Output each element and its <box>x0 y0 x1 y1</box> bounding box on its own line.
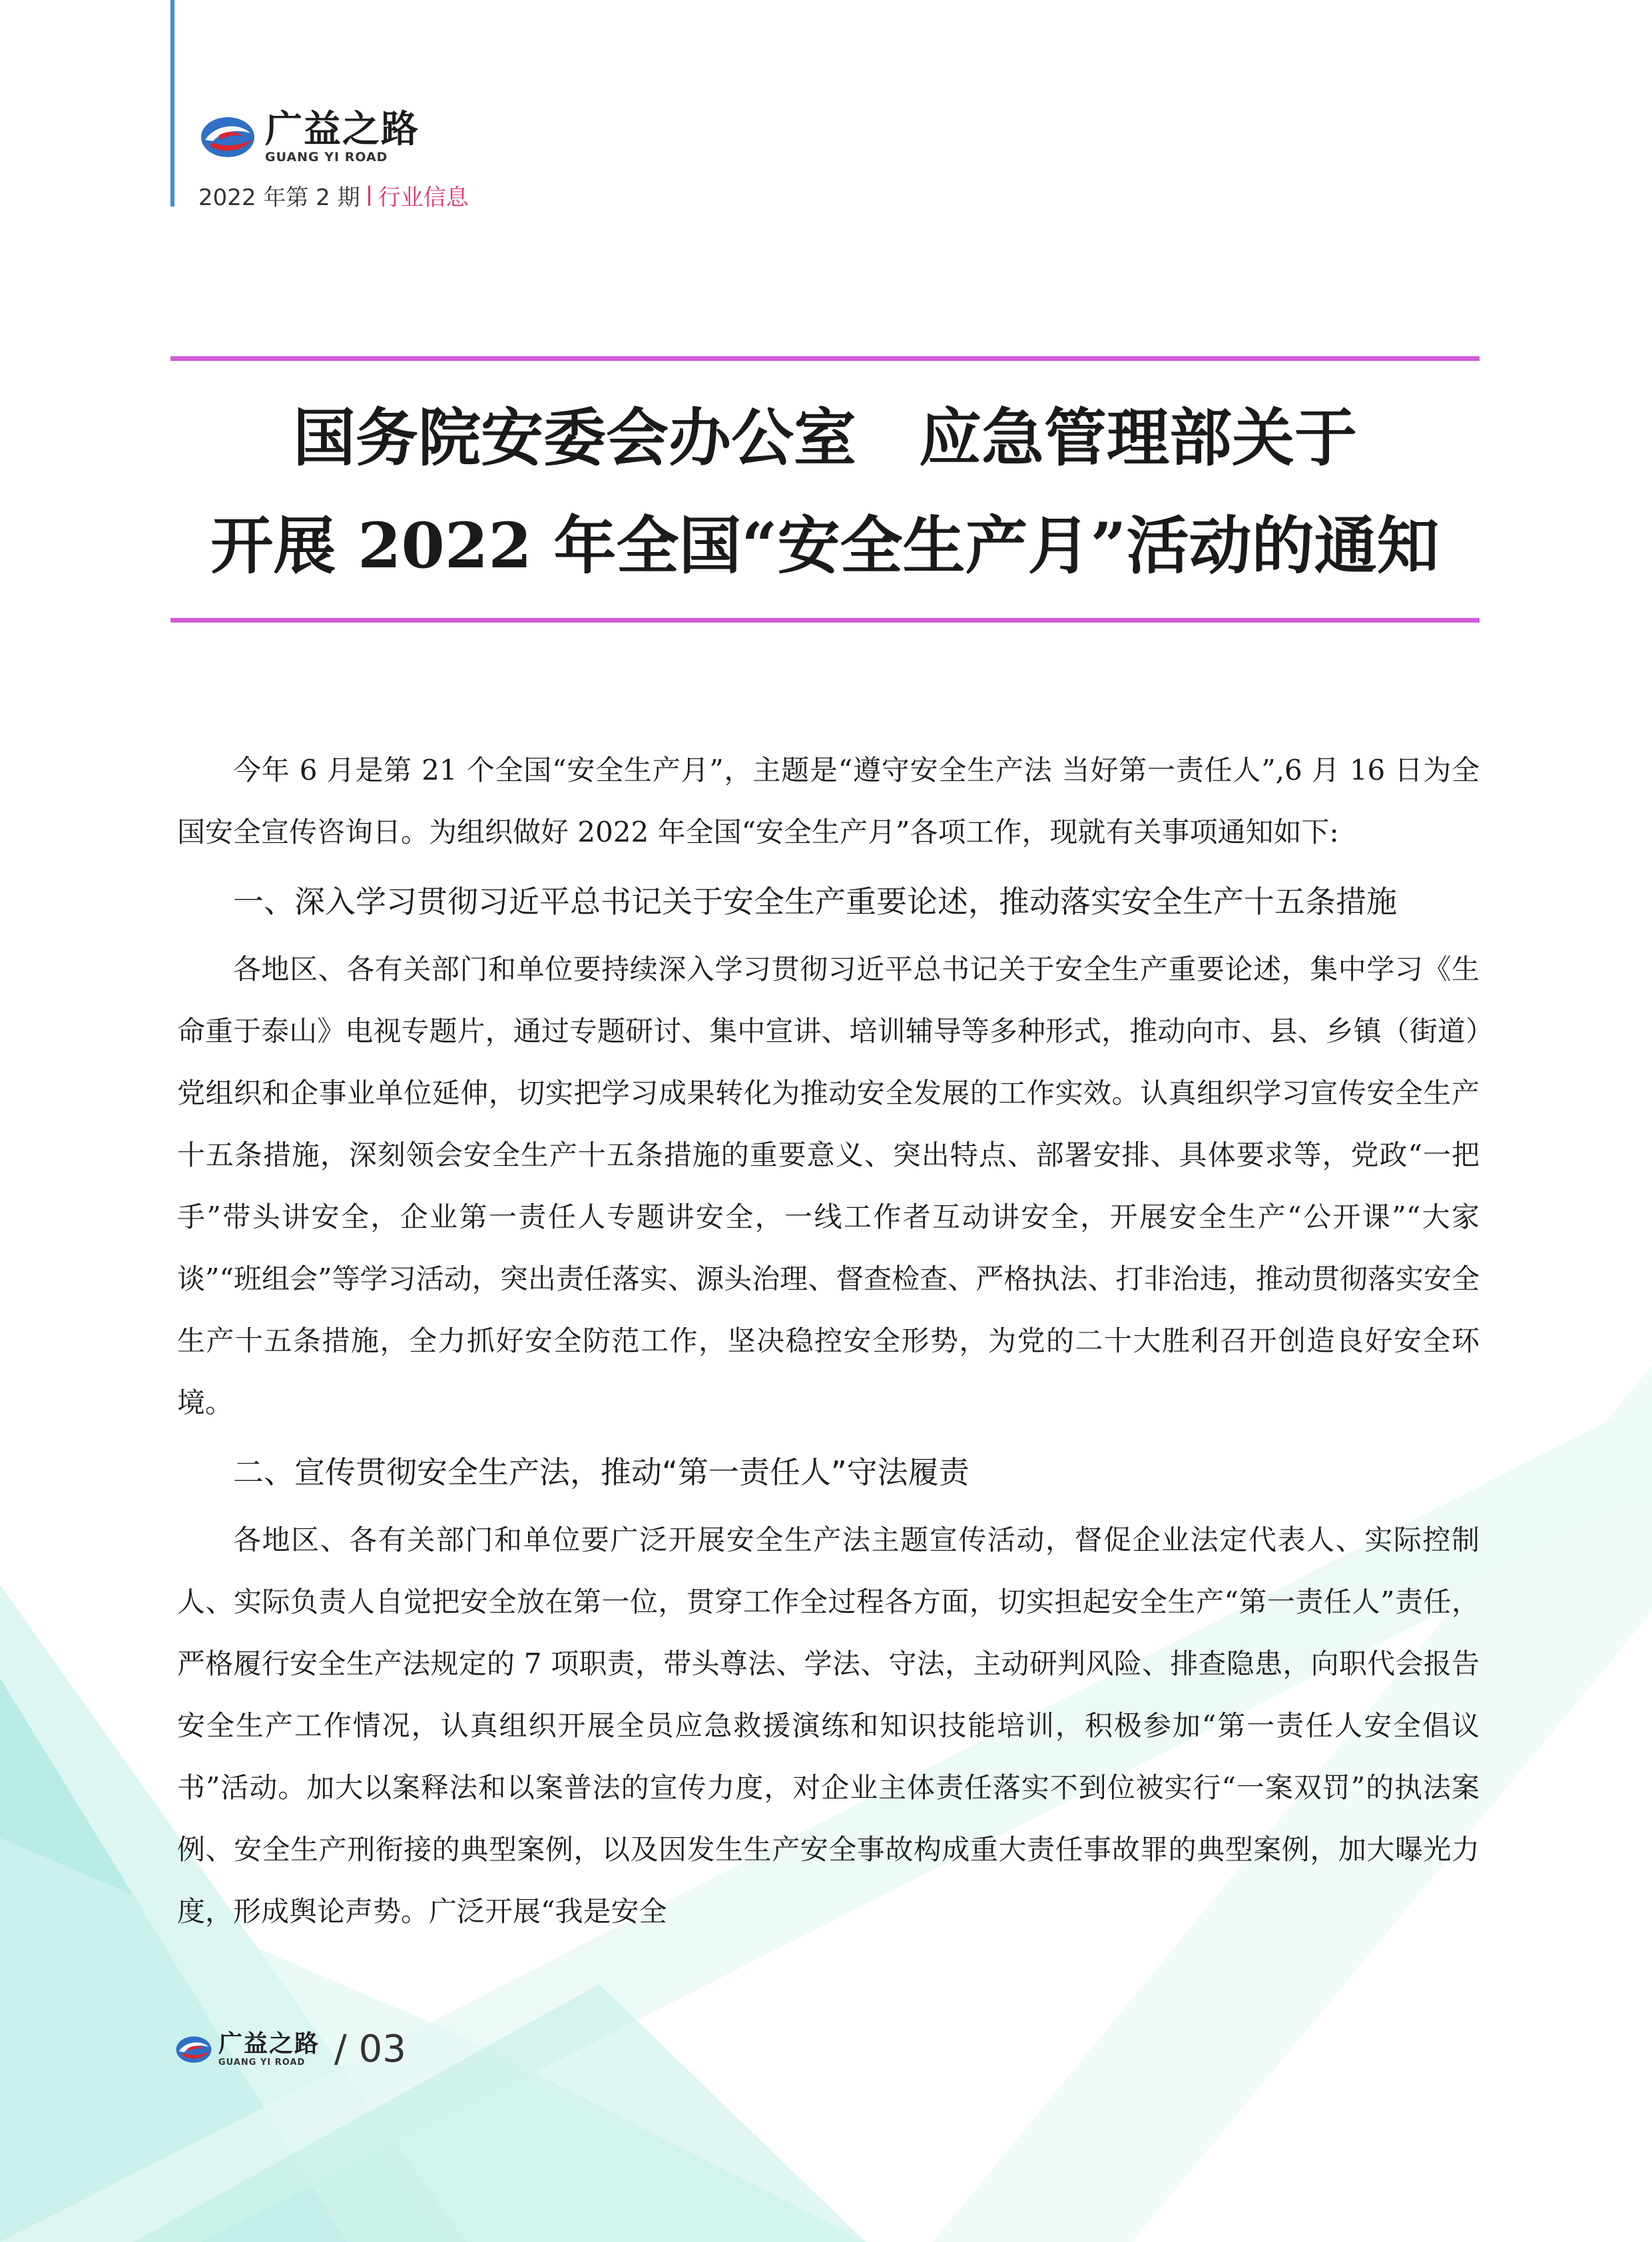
title-rule-top <box>170 356 1480 361</box>
section-heading-1: 一、深入学习贯彻习近平总书记关于安全生产重要论述，推动落实安全生产十五条措施 <box>233 884 1397 920</box>
brand-name-cn: 广益之路 <box>265 108 419 151</box>
footer-brand-cn: 广益之路 <box>218 2030 320 2058</box>
article-body <box>177 739 1480 1942</box>
brand-name-en: GUANG YI ROAD <box>265 150 388 164</box>
intro-paragraph: 今年 6 月是第 21 个全国“安全生产月”，主题是“遵守安全生产法 当好第一责任人”,6 月 16 日为全国安全宣传咨询日。为组织做好 2022 年全国“安全生产月”各项工作，现就有关事项通知如下: <box>177 754 1480 848</box>
page-footer <box>174 2028 406 2071</box>
issue-info <box>198 179 469 212</box>
masthead <box>198 110 469 212</box>
page-number: / 03 <box>334 2028 406 2071</box>
article-title-line-1: 国务院安委会办公室 应急管理部关于 <box>292 402 1357 475</box>
section-1-paragraph: 各地区、各有关部门和单位要持续深入学习贯彻习近平总书记关于安全生产重要论述，集中学习《生命重于泰山》电视专题片，通过专题研讨、集中宣讲、培训辅导等多种形式，推动向市、县、乡镇（街道）党组织和企事业单位延伸，切实把学习成果转化为推动安全发展的工作实效。认真组织学习宣传安全生产十五条措施，深刻领会安全生产十五条措施的重要意义、突出特点、部署安排、具体要求等，党政“一把手”带头讲安全，企业第一责任人专题讲安全，一线工作者互动讲安全，开展安全生产“公开课”“大家谈”“班组会”等学习活动，突出责任落实、源头治理、督查检查、严格执法、打非治违，推动贯彻落实安全生产十五条措施，全力抓好安全防范工作，坚决稳控安全形势，为党的二十大胜利召开创造良好安全环境。 <box>177 953 1480 1419</box>
guangyi-logo-icon-small <box>174 2032 213 2068</box>
issue-number: 2022 年第 2 期 <box>198 184 360 211</box>
guangyi-logo-icon <box>198 111 257 164</box>
section-2-paragraph: 各地区、各有关部门和单位要广泛开展安全生产法主题宣传活动，督促企业法定代表人、实际控制人、实际负责人自觉把安全放在第一位，贯穿工作全过程各方面，切实担起安全生产“第一责任人”责任，严格履行安全生产法规定的 7 项职责，带头尊法、学法、守法，主动研判风险、排查隐患，向职代会报告安全生产工作情况，认真组织开展全员应急救援演练和知识技能培训，积极参加“第一责任人安全倡议书”活动。加大以案释法和以案普法的宣传力度，对企业主体责任落实不到位被实行“一案双罚”的执法案例、安全生产刑衔接的典型案例，以及因发生生产安全事故构成重大责任事故罪的典型案例，加大曝光力度，形成舆论声势。广泛开展“我是安全 <box>177 1524 1480 1928</box>
title-rule-bottom <box>170 618 1480 623</box>
section-heading-2: 二、宣传贯彻安全生产法，推动“第一责任人”守法履责 <box>233 1454 969 1490</box>
footer-brand-en: GUANG YI ROAD <box>218 2058 306 2068</box>
brand-logo <box>198 110 469 164</box>
accent-vertical-line <box>170 0 174 206</box>
article-title-line-2: 开展 2022 年全国“安全生产月”活动的通知 <box>210 509 1440 583</box>
section-category: 行业信息 <box>378 184 469 211</box>
issue-separator <box>368 186 370 206</box>
